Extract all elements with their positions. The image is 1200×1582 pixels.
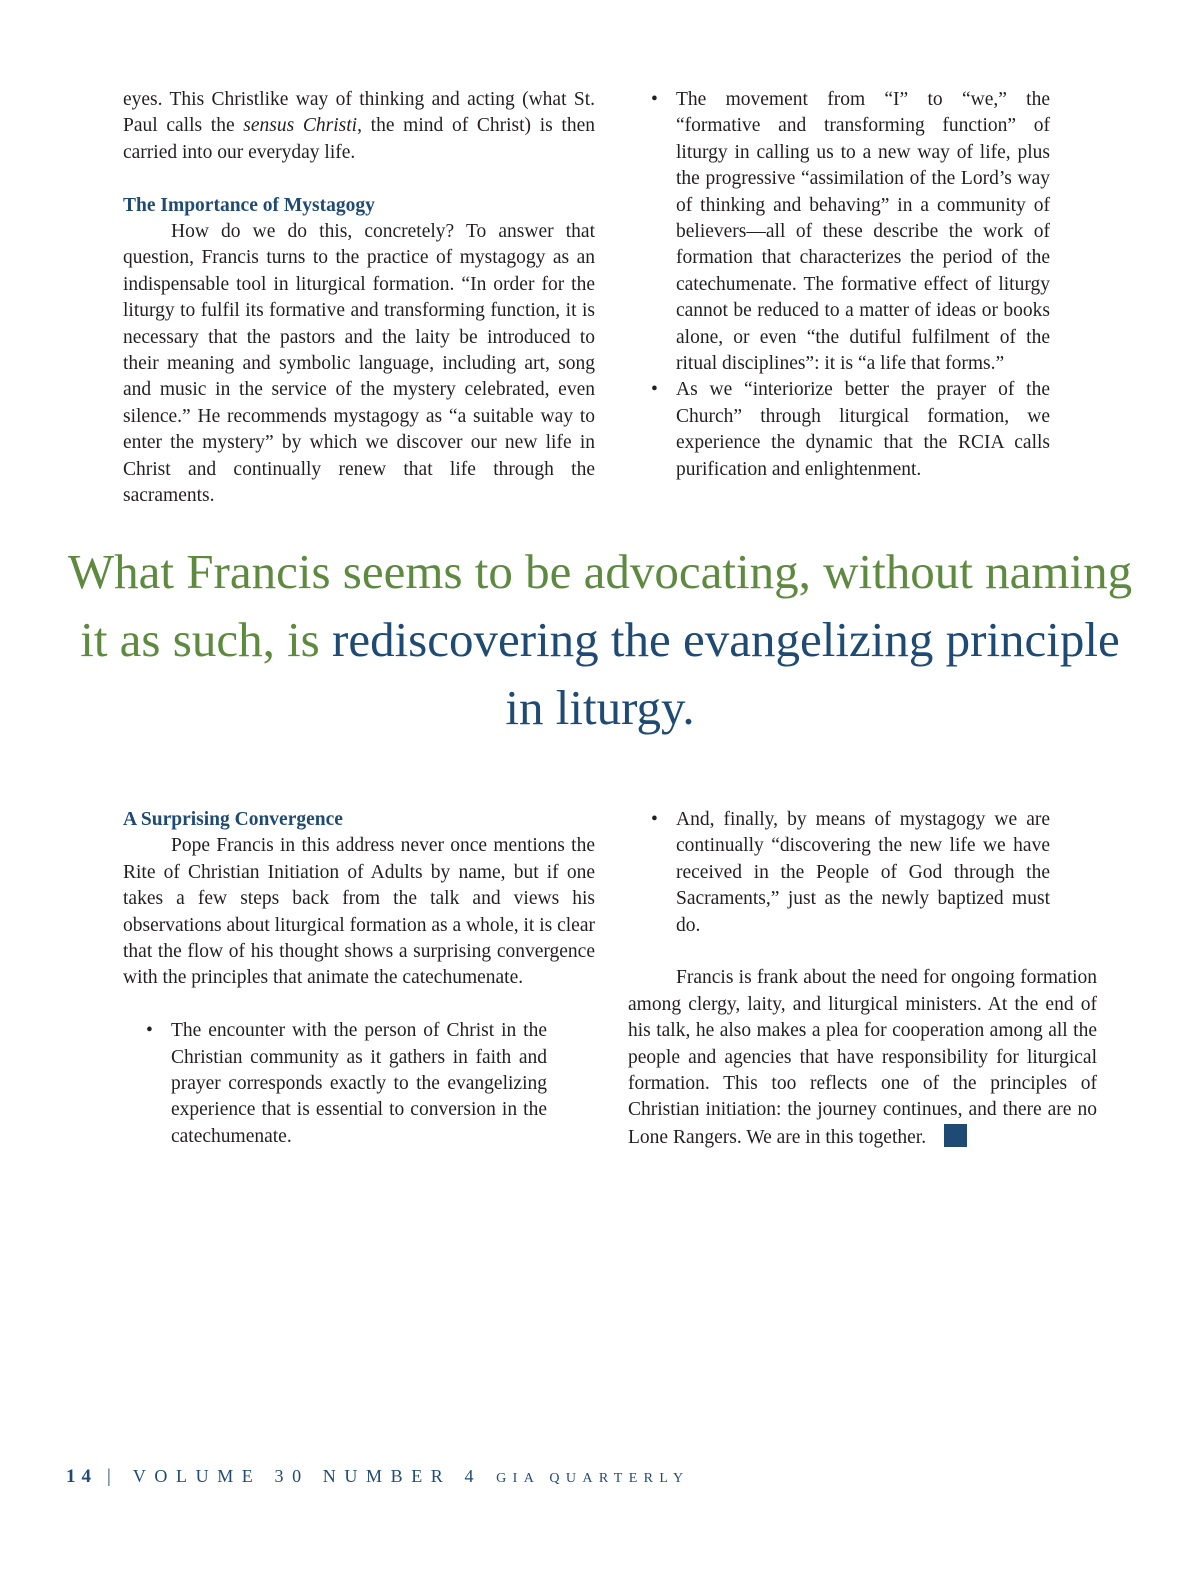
section-heading-mystagogy: The Importance of Mystagogy xyxy=(123,194,375,216)
closing-paragraph-text: Francis is frank about the need for ongoing formation among clergy, laity, and liturgical ministers. At the end of his talk, he also makes a plea for cooperation among all the people and agencies that have responsibility for liturgical formation. This too reflects one of the principles of Christian initiation: the journey continues, and there are no Lone Rangers. We are in this together. xyxy=(628,967,1097,1148)
end-of-article-square-icon xyxy=(944,1124,967,1147)
list-item-text: The encounter with the person of Christ in the Christian community as it gathers in faith and prayer corresponds exactly to the evangelizing experience that is essential to conversion in the catechumenate. xyxy=(171,1020,547,1147)
body-paragraph: How do we do this, concretely? To answer that question, Francis turns to the practice of mystagogy as an indispensable tool in liturgical formation. “In order for the liturgy to fulfil its formative and transforming function, it is necessary that the pastors and the laity be introduced to their meaning and symbolic language, including art, song and music in the service of the mystery celebrated, even silence.” He recommends mystagogy as “a suitable way to enter the mystery” by which we discover our new life in Christ and continually renew that life through the sacraments. xyxy=(123,221,595,507)
spacer xyxy=(123,166,595,192)
italic-term: sensus Christi xyxy=(243,115,358,137)
volume-label: VOLUME 30 NUMBER 4 xyxy=(132,1466,483,1486)
bullet-icon: • xyxy=(651,379,658,401)
bottom-left-column xyxy=(123,807,595,1150)
spacer xyxy=(628,939,1097,965)
body-paragraph: Pope Francis in this address never once mentions the Rite of Christian Initiation of Adults by name, but if one takes a few steps back from the talk and views his observations about liturgical formation as a whole, it is clear that the flow of his thought shows a surprising convergence with the principles that animate the catechumenate. xyxy=(123,835,595,989)
page-footer xyxy=(66,1466,689,1488)
bullet-icon: • xyxy=(146,1020,153,1042)
text-span: eyes. This Christlike way of thinking and acting (what St. Paul calls the xyxy=(123,89,595,137)
top-left-column xyxy=(123,87,595,509)
list-item xyxy=(146,1018,547,1150)
list-item xyxy=(651,807,1050,939)
section-heading-convergence: A Surprising Convergence xyxy=(123,809,343,830)
publication-name: GIA QUARTERLY xyxy=(496,1471,690,1486)
list-item-text: The movement from “I” to “we,” the “formative and transforming function” of liturgy in calling us to a new way of life, plus the progressive “assimilation of the Lord’s way of thinking and behaving” in a community of believers—all of these describe the work of formation that characterizes the period of the catechumenate. The formative effect of liturgy cannot be reduced to a matter of ideas or books alone, or even “the dutiful fulfilment of the ritual disciplines”: it is “a life that forms.” xyxy=(676,89,1050,375)
list-item xyxy=(651,87,1050,377)
list-item-text: As we “interiorize better the prayer of the Church” through liturgical formation, we experience the dynamic that the RCIA calls purification and enlightenment. xyxy=(676,379,1050,480)
page-number: 14 xyxy=(66,1466,97,1487)
bullet-list xyxy=(651,87,1050,483)
spacer xyxy=(123,992,595,1018)
footer-separator: | xyxy=(107,1466,111,1487)
pull-quote xyxy=(60,538,1140,742)
bullet-icon: • xyxy=(651,89,658,110)
continued-paragraph xyxy=(123,87,595,166)
bottom-right-column xyxy=(628,807,1097,1151)
bullet-list xyxy=(146,1018,547,1150)
bullet-icon: • xyxy=(651,809,658,830)
pull-quote-green-text: What Francis seems to be advocating, without naming it as such, is xyxy=(67,544,1133,667)
pull-quote-blue-text: rediscovering the evangelizing principle in liturgy. xyxy=(332,612,1120,735)
closing-paragraph xyxy=(628,965,1097,1151)
top-right-column xyxy=(651,87,1050,483)
bullet-list xyxy=(651,807,1050,939)
text-span: , the mind of Christ) is then carried into our everyday life. xyxy=(123,115,595,163)
list-item xyxy=(651,377,1050,483)
list-item-text: And, finally, by means of mystagogy we are continually “discovering the new life we have received in the People of God through the Sacraments,” just as the newly baptized must do. xyxy=(676,809,1050,936)
